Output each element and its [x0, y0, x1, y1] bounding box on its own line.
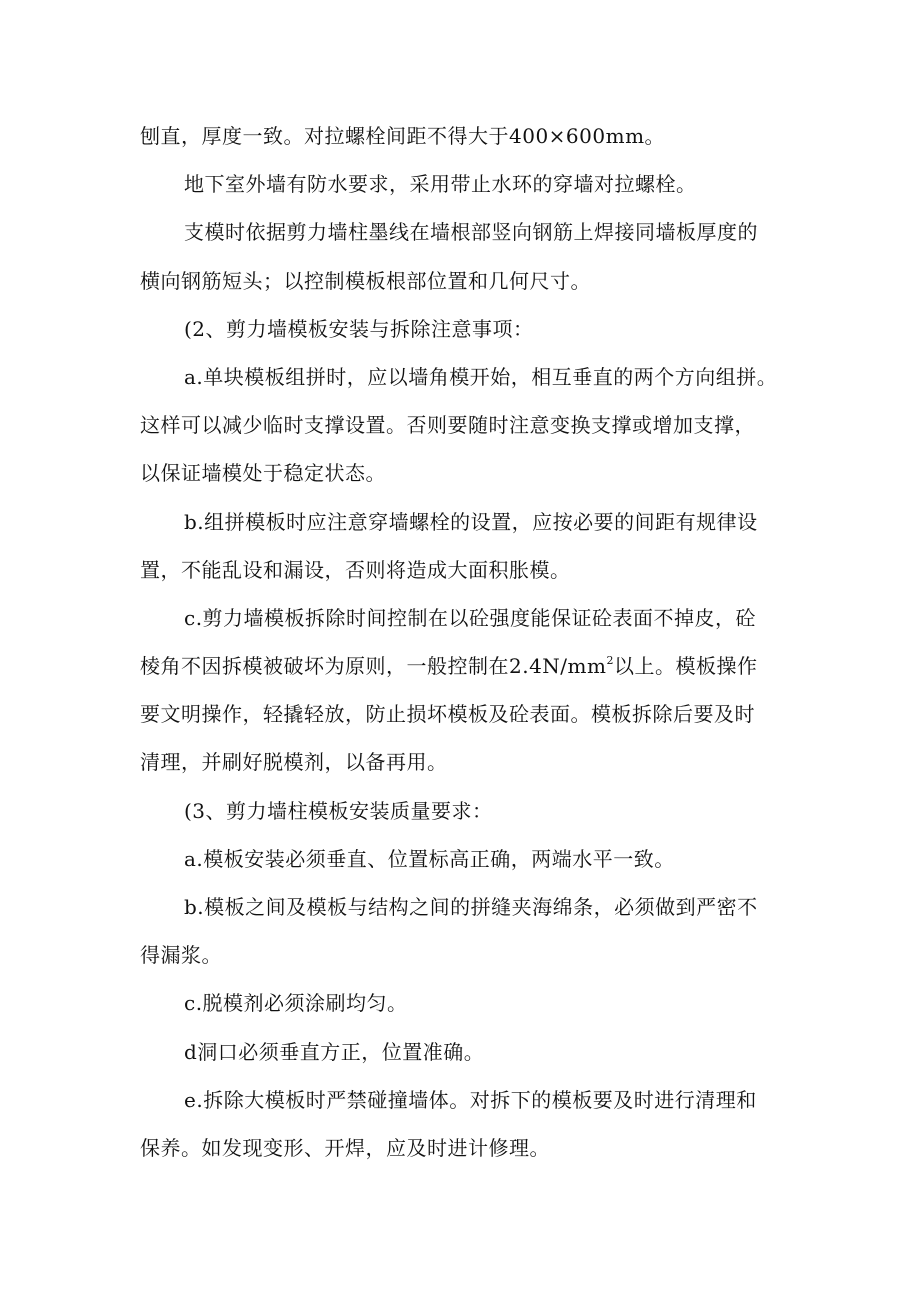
text-line-3: 支模时依据剪力墙柱墨线在墙根部竖向钢筋上焊接同墙板厚度的: [184, 220, 758, 245]
section-heading-3: (3、剪力墙柱模板安装质量要求：: [184, 798, 493, 823]
text-line-14: 清理，并刷好脱模剂，以备再用。: [140, 750, 448, 775]
document-body: [140, 112, 800, 1172]
text-line-18: 得漏浆。: [140, 943, 222, 968]
text-line-12-start: 棱角不因拆模被破坏为原则，一般控制在2.4N/mm: [140, 654, 607, 679]
text-line-9: b.组拼模板时应注意穿墙螺栓的设置，应按必要的间距有规律设: [184, 509, 758, 534]
text-line-1: 刨直，厚度一致。对拉螺栓间距不得大于400×600mm。: [140, 124, 666, 148]
text-line-16: a.模板安装必须垂直、位置标高正确，两端水平一致。: [184, 846, 675, 871]
text-line-8: 以保证墙模处于稳定状态。: [140, 461, 386, 486]
text-line-21: e.拆除大模板时严禁碰撞墙体。对拆下的模板要及时进行清理和: [184, 1087, 757, 1112]
text-line-19: c.脱模剂必须涂刷均匀。: [184, 991, 408, 1016]
text-line-13: 要文明操作，轻撬轻放，防止损坏模板及砼表面。模板拆除后要及时: [140, 702, 755, 727]
text-line-12-end: 以上。模板操作: [613, 654, 758, 679]
text-line-7: 这样可以减少临时支撑设置。否则要随时注意变换支撑或增加支撑，: [140, 413, 755, 438]
text-line-2: 地下室外墙有防水要求，采用带止水环的穿墙对拉螺栓。: [184, 172, 697, 197]
text-line-10: 置，不能乱设和漏设，否则将造成大面积胀模。: [140, 557, 571, 582]
text-line-12: [140, 642, 800, 690]
text-line-17: b.模板之间及模板与结构之间的拼缝夹海绵条，必须做到严密不: [184, 895, 758, 919]
text-line-6: a.单块模板组拼时，应以墙角模开始，相互垂直的两个方向组拼。: [184, 364, 778, 389]
section-heading-2: (2、剪力墙模板安装与拆除注意事项：: [184, 316, 534, 341]
text-line-22: 保养。如发现变形、开焊，应及时进计修理。: [140, 1135, 550, 1160]
text-line-11: c.剪力墙模板拆除时间控制在以砼强度能保证砼表面不掉皮，砼: [184, 605, 757, 630]
superscript-two: 2: [606, 654, 614, 668]
text-line-4: 横向钢筋短头；以控制模板根部位置和几何尺寸。: [140, 268, 591, 293]
text-line-20: d洞口必须垂直方正，位置准确。: [184, 1039, 485, 1064]
